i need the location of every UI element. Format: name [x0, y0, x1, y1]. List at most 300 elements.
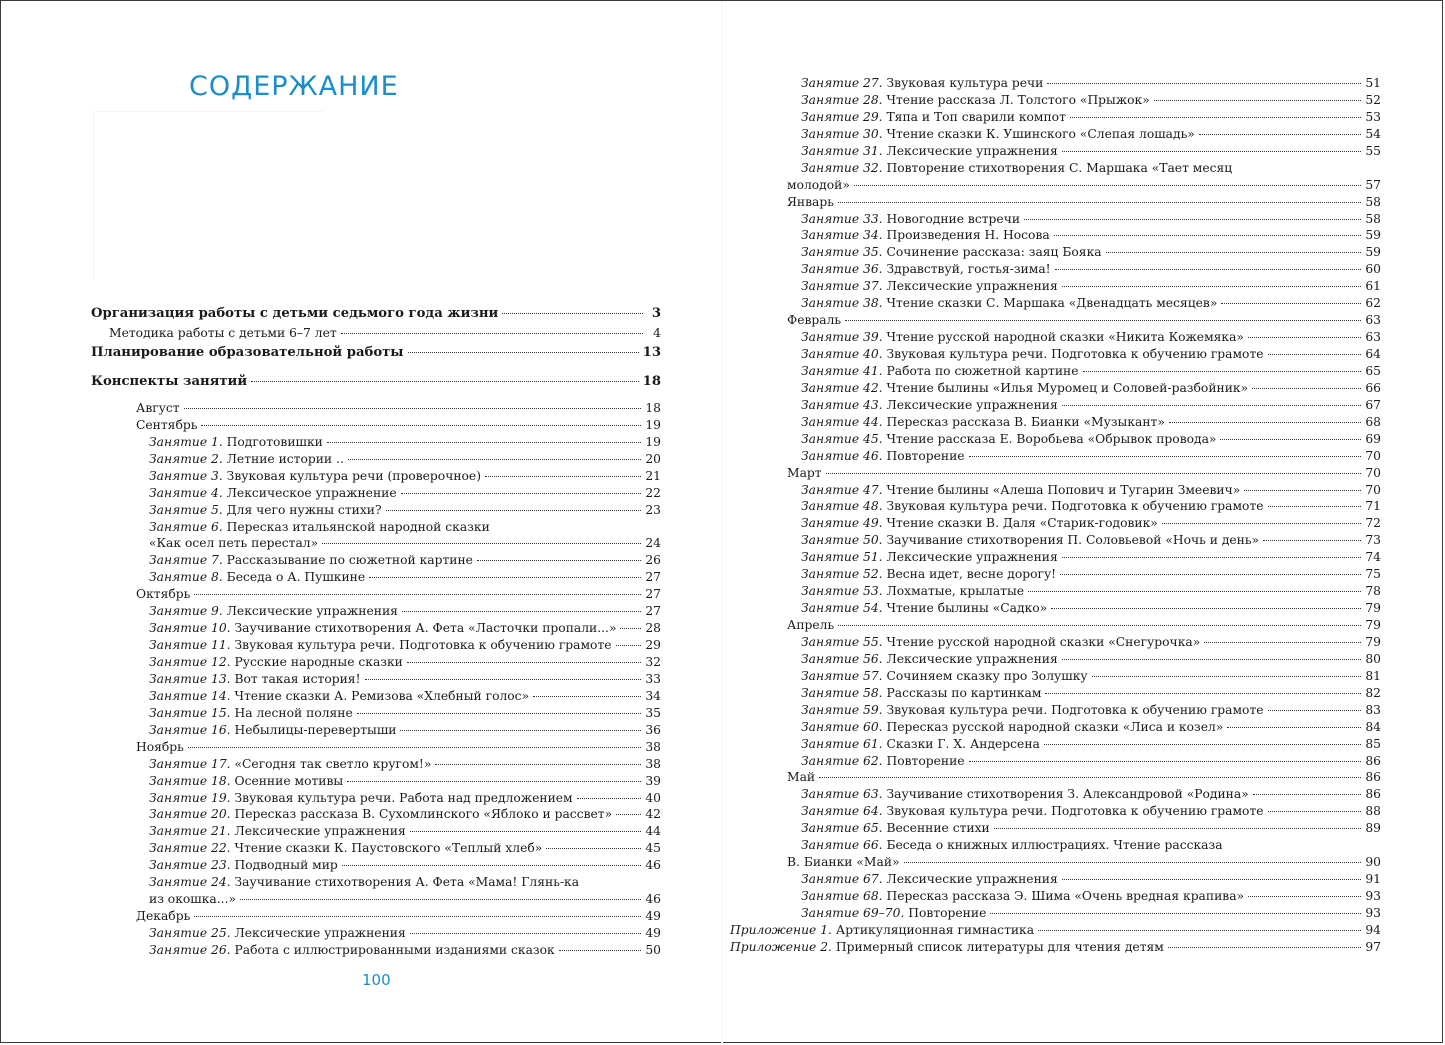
toc-entry — [91, 739, 661, 756]
dot-leader — [845, 320, 1361, 321]
toc-entry — [787, 515, 1381, 532]
dot-leader — [402, 611, 641, 612]
toc-entry-text — [801, 786, 1249, 803]
toc-entry — [91, 688, 661, 705]
dot-leader — [1070, 117, 1361, 118]
toc-entry-label: Занятие 61. — [801, 736, 883, 751]
dot-leader — [485, 476, 641, 477]
dot-leader — [1169, 422, 1361, 423]
toc-entry — [787, 871, 1381, 888]
dot-leader — [1221, 303, 1361, 304]
toc-entry-text — [149, 671, 361, 688]
dot-leader — [1062, 151, 1362, 152]
toc-entry-title: Декабрь — [136, 909, 191, 924]
toc-entry — [787, 295, 1381, 312]
toc-entry-text — [801, 75, 1043, 92]
toc-page-number: 63 — [1365, 330, 1381, 345]
toc-entry-text — [801, 295, 1217, 312]
toc-entry-title: Чтение русской народной сказки «Снегурочка» — [886, 634, 1201, 649]
toc-page-number: 72 — [1365, 516, 1381, 531]
toc-entry — [91, 874, 661, 891]
toc-entry — [91, 790, 661, 807]
toc-entry-text — [801, 244, 1102, 261]
dot-leader — [188, 747, 641, 748]
toc-entry-label: Занятие 59. — [801, 702, 883, 717]
toc-entry-text — [801, 278, 1058, 295]
toc-entry — [787, 75, 1381, 92]
right-page — [723, 1, 1444, 1044]
toc-entry-text — [149, 485, 397, 502]
dot-leader — [347, 781, 641, 782]
toc-entry-title: Рассказывание по сюжетной картине — [226, 553, 473, 568]
toc-entry — [787, 668, 1381, 685]
toc-page-number: 33 — [645, 671, 661, 686]
toc-page-number: 60 — [1365, 262, 1381, 277]
toc-entry — [730, 939, 1381, 956]
toc-entry-text — [801, 905, 986, 922]
toc-entry — [787, 888, 1381, 905]
page-title: СОДЕРЖАНИЕ — [189, 71, 399, 102]
toc-entry-label: Занятие 48. — [801, 499, 883, 514]
toc-entry — [787, 227, 1381, 244]
toc-entry-text — [149, 451, 344, 468]
left-page — [1, 1, 723, 1044]
toc-entry-title: Беседа о А. Пушкине — [226, 570, 366, 585]
toc-entry-title: Осенние мотивы — [234, 773, 344, 788]
toc-entry-label: Занятие 20. — [149, 807, 231, 822]
toc-entry — [787, 109, 1381, 126]
toc-entry-title: Звуковая культура речи — [886, 76, 1044, 90]
toc-entry-label: Занятие 66. — [801, 838, 883, 853]
dot-leader — [1268, 811, 1362, 812]
toc-entry — [91, 535, 661, 552]
toc-entry-text — [149, 756, 431, 773]
toc-page-number: 75 — [1365, 567, 1381, 582]
toc-entry-title: Звуковая культура речи. Подготовка к обучению грамоте — [886, 702, 1264, 717]
toc-page-number: 46 — [645, 858, 661, 873]
toc-entry-title: Сентябрь — [136, 417, 198, 432]
toc-page-number: 70 — [1365, 465, 1381, 480]
toc-right-column — [730, 75, 1381, 956]
toc-entry-title: Небылицы-перевертыши — [234, 722, 397, 737]
dot-leader — [969, 761, 1362, 762]
toc-entry-title: Сочиняем сказку про Золушку — [886, 668, 1088, 683]
toc-page-number: 26 — [645, 553, 661, 568]
dot-leader — [386, 510, 642, 511]
toc-entry-label: Приложение 2. — [730, 939, 832, 954]
toc-entry-title: Новогодние встречи — [886, 211, 1021, 226]
toc-entry-label: Занятие 42. — [801, 380, 883, 395]
toc-entry-label: Занятие 58. — [801, 685, 883, 700]
toc-page-number: 18 — [642, 373, 661, 389]
toc-entry-title: Конспекты занятий — [91, 373, 248, 389]
dot-leader — [184, 408, 642, 409]
toc-page-number: 67 — [1365, 397, 1381, 412]
toc-entry-text — [801, 329, 1244, 346]
dot-leader — [1248, 337, 1361, 338]
dot-leader — [408, 352, 639, 353]
toc-entry-label: Занятие 29. — [801, 109, 883, 124]
toc-entry-text — [149, 637, 612, 654]
toc-page-number: 88 — [1365, 804, 1381, 819]
toc-entry-title: Звуковая культура речи (проверочное) — [226, 468, 481, 483]
toc-entry-title: Сочинение рассказа: заяц Бояка — [886, 245, 1102, 260]
toc-entry — [91, 722, 661, 739]
dot-leader — [1268, 710, 1362, 711]
toc-entry — [91, 671, 661, 688]
toc-entry-text — [801, 515, 1158, 532]
toc-entry-title: Лексические упражнения — [886, 651, 1058, 666]
toc-entry-label: Занятие 19. — [149, 790, 231, 805]
toc-entry-title: Здравствуй, гостья-зима! — [886, 262, 1051, 277]
toc-page-number: 74 — [1365, 550, 1381, 565]
toc-entry-text — [730, 922, 1034, 939]
toc-page-number: 52 — [1365, 92, 1381, 107]
toc-entry-title: Звуковая культура речи. Подготовка к обучению грамоте — [886, 804, 1264, 819]
toc-entry-text — [787, 769, 815, 786]
dot-leader — [1268, 354, 1362, 355]
toc-entry-text — [149, 705, 353, 722]
toc-entry-text — [149, 840, 542, 857]
toc-entry-text — [787, 194, 834, 211]
toc-entry-title: Звуковая культура речи. Подготовка к обучению грамоте — [234, 638, 612, 653]
toc-page-number: 21 — [645, 468, 661, 483]
toc-entry-text — [801, 532, 1259, 549]
toc-entry-title: Чтение былины «Садко» — [886, 601, 1048, 616]
toc-page-number: 13 — [642, 344, 661, 360]
toc-entry-text — [149, 468, 481, 485]
dot-leader — [1047, 83, 1361, 84]
toc-page-number: 73 — [1365, 533, 1381, 548]
toc-page-number: 50 — [645, 942, 661, 957]
toc-entry-text — [801, 685, 1041, 702]
toc-entry-title: Звуковая культура речи. Работа над предложением — [234, 790, 573, 805]
toc-entry-text — [136, 908, 190, 925]
toc-entry — [787, 92, 1381, 109]
toc-page-number: 81 — [1365, 668, 1381, 683]
dot-leader — [994, 828, 1362, 829]
toc-entry-title: Сказки Г. Х. Андерсена — [886, 736, 1040, 751]
toc-page-number: 83 — [1365, 702, 1381, 717]
toc-entry-text — [91, 303, 498, 325]
toc-entry-text — [801, 719, 1223, 736]
toc-entry-label: Занятие 18. — [149, 773, 231, 788]
toc-entry-text — [801, 668, 1088, 685]
dot-leader — [559, 950, 642, 951]
toc-entry-title: В. Бианки «Май» — [787, 855, 900, 870]
dot-leader — [819, 777, 1361, 778]
toc-entry-title: Чтение русской народной сказки «Никита Кожемяка» — [886, 330, 1244, 345]
toc-page-number: 23 — [645, 502, 661, 517]
page-number: 100 — [362, 971, 391, 989]
toc-entry-text — [149, 502, 382, 519]
toc-entry-text — [149, 806, 612, 823]
toc-entry — [787, 363, 1381, 380]
toc-entry-title: Повторение — [886, 753, 965, 768]
toc-entry — [787, 769, 1381, 786]
toc-entry-label: Занятие 11. — [149, 638, 231, 653]
toc-entry-title: Методика работы с детьми 6–7 лет — [109, 326, 337, 340]
dot-leader — [1054, 235, 1362, 236]
toc-entry — [91, 806, 661, 823]
toc-entry-label: Занятие 33. — [801, 211, 883, 226]
toc-entry-text — [801, 803, 1264, 820]
toc-entry — [787, 702, 1381, 719]
toc-entry-text — [801, 126, 1195, 143]
toc-page-number: 94 — [1365, 922, 1381, 937]
dot-leader — [533, 696, 641, 697]
toc-page-number: 66 — [1365, 380, 1381, 395]
toc-page-number: 55 — [1365, 143, 1381, 158]
toc-entry-title: Чтение сказки В. Даля «Старик-годовик» — [886, 516, 1158, 531]
toc-entry-title: Чтение рассказа Л. Толстого «Прыжок» — [886, 92, 1150, 107]
toc-entry-title: Ноябрь — [136, 739, 184, 754]
toc-page-number: 59 — [1365, 228, 1381, 243]
toc-entry-label: Занятие 23. — [149, 858, 231, 873]
dot-leader — [194, 594, 641, 595]
toc-entry — [787, 719, 1381, 736]
toc-entry-label: Занятие 53. — [801, 584, 883, 599]
toc-entry — [787, 194, 1381, 211]
toc-page-number: 35 — [645, 705, 661, 720]
toc-entry — [787, 583, 1381, 600]
dot-leader — [1062, 659, 1362, 660]
toc-entry-text — [149, 569, 365, 586]
dot-leader — [341, 333, 643, 334]
toc-entry-label: Занятие 65. — [801, 821, 883, 836]
toc-entry-text — [801, 397, 1058, 414]
toc-entry-text — [149, 688, 529, 705]
dot-leader — [400, 730, 641, 731]
toc-entry-title: Повторение — [886, 448, 965, 463]
dot-leader — [969, 456, 1362, 457]
toc-entry-label: Занятие 63. — [801, 787, 883, 802]
toc-entry-title: Пересказ итальянской народной сказки — [226, 519, 490, 534]
dot-leader — [1199, 134, 1362, 135]
toc-page-number: 61 — [1365, 279, 1381, 294]
toc-entry-label: Занятие 2. — [149, 451, 223, 466]
toc-entry-label: Занятие 26. — [149, 942, 231, 957]
toc-entry — [787, 600, 1381, 617]
dot-leader — [1168, 947, 1362, 948]
toc-entry-label: Занятие 6. — [149, 519, 223, 534]
toc-entry — [787, 685, 1381, 702]
toc-entry — [91, 654, 661, 671]
toc-entry — [787, 380, 1381, 397]
toc-entry-title: Чтение былины «Алеша Попович и Тугарин Змеевич» — [886, 482, 1241, 497]
toc-entry — [787, 346, 1381, 363]
toc-page-number: 79 — [1365, 634, 1381, 649]
toc-entry-title: Заучивание стихотворения З. Александровой «Родина» — [886, 787, 1249, 802]
toc-entry-title: Весна идет, весне дорогу! — [886, 567, 1057, 582]
toc-page-number: 54 — [1365, 126, 1381, 141]
toc-entry-text — [149, 823, 406, 840]
toc-page-number: 71 — [1365, 499, 1381, 514]
toc-entry-label: Занятие 57. — [801, 668, 883, 683]
toc-entry-label: Занятие 32. — [801, 160, 883, 175]
toc-entry-text — [149, 874, 579, 891]
toc-page-number: 86 — [1365, 770, 1381, 785]
toc-page-number: 79 — [1365, 618, 1381, 632]
toc-entry-label: Занятие 52. — [801, 567, 883, 582]
toc-entry — [91, 773, 661, 790]
toc-entry-title: Заучивание стихотворения А. Фета «Ласточки пропали...» — [234, 621, 617, 636]
toc-page-number: 86 — [1365, 787, 1381, 802]
dot-leader — [1062, 286, 1362, 287]
toc-entry-title: Весенние стихи — [886, 821, 990, 836]
toc-entry-title: Вот такая история! — [234, 671, 361, 686]
toc-entry — [787, 736, 1381, 753]
toc-entry-label: Занятие 5. — [149, 502, 223, 517]
toc-page-number: 57 — [1365, 177, 1381, 192]
toc-entry — [787, 820, 1381, 837]
dot-leader — [1220, 439, 1361, 440]
toc-entry-text — [787, 177, 850, 194]
toc-entry — [730, 922, 1381, 939]
toc-entry-title: Работа с иллюстрированными изданиями сказок — [234, 942, 555, 957]
toc-entry-label: Занятие 44. — [801, 414, 883, 429]
toc-entry-title: Январь — [787, 194, 834, 209]
toc-entry — [787, 160, 1381, 177]
toc-entry-text — [801, 227, 1050, 244]
toc-entry-title: Лексические упражнения — [886, 550, 1058, 565]
toc-left-column — [91, 303, 661, 959]
toc-entry-label: Занятие 60. — [801, 719, 883, 734]
toc-entry-text — [801, 566, 1056, 583]
toc-page-number: 63 — [1365, 313, 1381, 328]
dot-leader — [1055, 269, 1362, 270]
dot-leader — [1062, 557, 1362, 558]
toc-entry — [787, 448, 1381, 465]
toc-entry-title: Заучивание стихотворения П. Соловьевой «Ночь и день» — [886, 533, 1260, 548]
toc-entry-title: Рассказы по картинкам — [886, 685, 1042, 700]
toc-entry — [91, 637, 661, 654]
toc-entry-text — [136, 739, 184, 756]
toc-entry-title: Март — [787, 465, 822, 480]
toc-entry-text — [801, 346, 1264, 363]
toc-entry — [787, 211, 1381, 228]
toc-entry-title: Чтение сказки А. Ремизова «Хлебный голос» — [234, 688, 530, 703]
toc-entry-title: Апрель — [787, 618, 835, 632]
dot-leader — [240, 899, 641, 900]
toc-page-number: 49 — [645, 926, 661, 940]
toc-entry-text — [801, 414, 1165, 431]
toc-entry-text — [801, 820, 990, 837]
toc-page-number: 97 — [1365, 939, 1381, 954]
toc-entry — [91, 908, 661, 925]
toc-entry-label: Занятие 21. — [149, 824, 231, 839]
toc-entry-text — [801, 92, 1150, 109]
toc-entry — [91, 303, 661, 325]
toc-entry-title: Февраль — [787, 313, 842, 328]
toc-entry-label: Занятие 27. — [801, 76, 883, 90]
toc-entry-text — [801, 380, 1248, 397]
toc-entry — [91, 371, 661, 400]
toc-page-number: 91 — [1365, 872, 1381, 887]
toc-entry-text — [149, 620, 616, 637]
dot-leader — [990, 913, 1361, 914]
toc-entry — [787, 651, 1381, 668]
toc-entry-label: Занятие 9. — [149, 604, 223, 619]
toc-entry-label: Занятие 34. — [801, 228, 883, 243]
dot-leader — [1028, 591, 1361, 592]
dot-leader — [1248, 896, 1361, 897]
toc-entry — [91, 823, 661, 840]
dot-leader — [616, 814, 641, 815]
toc-entry — [91, 840, 661, 857]
toc-entry-title: Подводный мир — [234, 858, 338, 873]
toc-entry-title: Пересказ рассказа Э. Шима «Очень вредная крапива» — [886, 889, 1245, 903]
toc-entry-title: Подготовишки — [226, 434, 323, 449]
toc-entry-label: Занятие 1. — [149, 434, 223, 449]
toc-entry-title: Повторение стихотворения С. Маршака «Тает месяц — [886, 160, 1233, 175]
toc-entry-title: На лесной поляне — [234, 705, 353, 720]
dot-leader — [1252, 388, 1361, 389]
toc-entry-text — [149, 654, 403, 671]
toc-page-number: 70 — [1365, 482, 1381, 497]
toc-entry-text — [801, 634, 1200, 651]
toc-page-number: 29 — [645, 638, 661, 653]
toc-entry-text — [801, 549, 1058, 566]
dot-leader — [410, 933, 642, 934]
dot-leader — [838, 202, 1361, 203]
toc-entry-text — [787, 617, 834, 634]
toc-entry-title: Пересказ русской народной сказки «Лиса и козел» — [886, 719, 1224, 734]
toc-entry-label: Занятие 12. — [149, 655, 231, 669]
toc-entry-text — [136, 586, 190, 603]
dot-leader — [1062, 405, 1362, 406]
toc-entry-title: Чтение былины «Илья Муромец и Соловей-разбойник» — [886, 380, 1249, 395]
toc-entry-title: Организация работы с детьми седьмого года жизни — [91, 306, 499, 321]
toc-entry-label: Занятие 14. — [149, 688, 231, 703]
toc-page-number: 90 — [1365, 855, 1381, 870]
toc-entry-text — [149, 790, 573, 807]
dot-leader — [1253, 794, 1362, 795]
toc-entry-title: молодой» — [787, 177, 850, 192]
toc-entry-label: Занятие 35. — [801, 245, 883, 260]
toc-entry — [91, 891, 661, 908]
toc-entry-text — [149, 891, 236, 908]
toc-entry-text — [801, 143, 1058, 160]
toc-entry-title: Чтение рассказа Е. Воробьева «Обрывок провода» — [886, 431, 1217, 446]
toc-entry-title: Беседа о книжных иллюстрациях. Чтение рассказа — [886, 838, 1223, 853]
toc-entry — [787, 312, 1381, 329]
toc-page-number: 32 — [645, 655, 661, 669]
toc-entry-title: Для чего нужны стихи? — [226, 502, 382, 517]
toc-entry-title: Лексические упражнения — [886, 279, 1058, 294]
toc-entry-label: Занятие 50. — [801, 533, 883, 548]
toc-entry-title: «Сегодня так светло кругом!» — [234, 756, 432, 771]
toc-entry — [787, 261, 1381, 278]
toc-page-number: 80 — [1365, 651, 1381, 666]
dot-leader — [1227, 727, 1361, 728]
toc-entry-label: Приложение 1. — [730, 922, 832, 937]
dot-leader — [1268, 506, 1362, 507]
toc-entry-label: Занятие 37. — [801, 279, 883, 294]
toc-entry — [787, 329, 1381, 346]
toc-entry-text — [149, 519, 490, 536]
toc-entry — [787, 177, 1381, 194]
toc-entry-title: Октябрь — [136, 587, 191, 602]
toc-entry — [91, 502, 661, 519]
toc-entry-title: Тяпа и Топ сварили компот — [886, 109, 1066, 124]
toc-page-number: 39 — [645, 773, 661, 788]
toc-entry-text — [787, 854, 900, 871]
toc-entry — [91, 468, 661, 485]
toc-entry-label: Занятие 45. — [801, 431, 883, 446]
dot-leader — [1044, 744, 1361, 745]
toc-entry-text — [149, 552, 473, 569]
